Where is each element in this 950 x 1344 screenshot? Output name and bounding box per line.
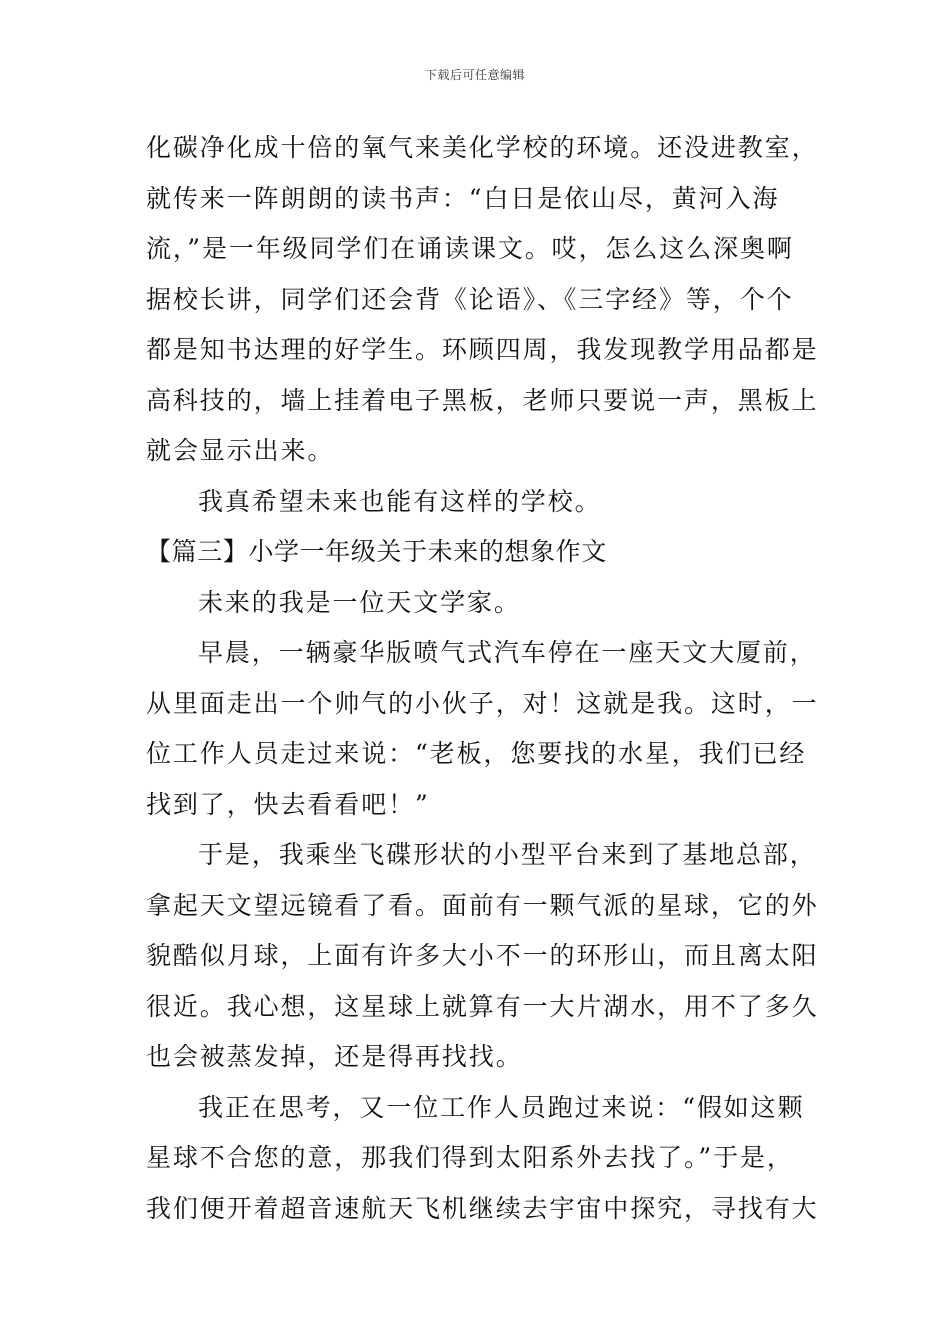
paragraph-first-line: 早晨，一辆豪华版喷气式汽车停在一座天文大厦前， bbox=[198, 638, 817, 667]
text-line: 化碳净化成十倍的氧气来美化学校的环境。还没进教室， bbox=[146, 133, 819, 162]
text-line: 就会显示出来。 bbox=[146, 436, 335, 465]
document-body bbox=[146, 123, 819, 1234]
text-line: 就传来一阵朗朗的读书声：“白日是依山尽，黄河入海 bbox=[146, 183, 780, 213]
text-line: 据校长讲，同学们还会背《论语》、《三字经》等，个个 bbox=[146, 284, 794, 314]
text-line: 我们便开着超音速航天飞机继续去宇宙中探究，寻找有大 bbox=[146, 1193, 819, 1223]
text-line: 找到了，快去看看吧！” bbox=[146, 789, 430, 819]
text-line: 位工作人员走过来说：“老板，您要找的水星，我们已经 bbox=[146, 739, 807, 768]
paragraph-first-line: 于是，我乘坐飞碟形状的小型平台来到了基地总部， bbox=[198, 840, 817, 869]
text-line: 很近。我心想，这星球上就算有一大片湖水，用不了多久 bbox=[146, 991, 819, 1021]
paragraph-first-line: 我真希望未来也能有这样的学校。 bbox=[198, 486, 602, 516]
paragraph-first-line: 我正在思考，又一位工作人员跑过来说：“假如这颗 bbox=[198, 1092, 805, 1122]
text-line: 拿起天文望远镜看了看。面前有一颗气派的星球，它的外 bbox=[146, 890, 819, 920]
text-line: 流，”是一年级同学们在诵读课文。哎，怎么这么深奥啊 bbox=[146, 234, 794, 263]
text-line: 也会被蒸发掉，还是得再找找。 bbox=[146, 1042, 523, 1071]
paragraph-first-line: 未来的我是一位天文学家。 bbox=[198, 587, 521, 617]
text-line: 都是知书达理的好学生。环顾四周，我发现教学用品都是 bbox=[146, 335, 819, 364]
text-line: 貌酷似月球，上面有许多大小不一的环形山，而且离太阳 bbox=[146, 941, 819, 970]
section-heading: 【篇三】小学一年级关于未来的想象作文 bbox=[146, 537, 607, 566]
text-line: 星球不合您的意，那我们得到太阳系外去找了。”于是， bbox=[146, 1143, 794, 1172]
text-line: 从里面走出一个帅气的小伙子，对！这就是我。这时，一 bbox=[146, 688, 819, 718]
page-header: 下载后可任意编辑 bbox=[424, 68, 525, 82]
text-line: 高科技的，墙上挂着电子黑板，老师只要说一声，黑板上 bbox=[146, 385, 819, 415]
